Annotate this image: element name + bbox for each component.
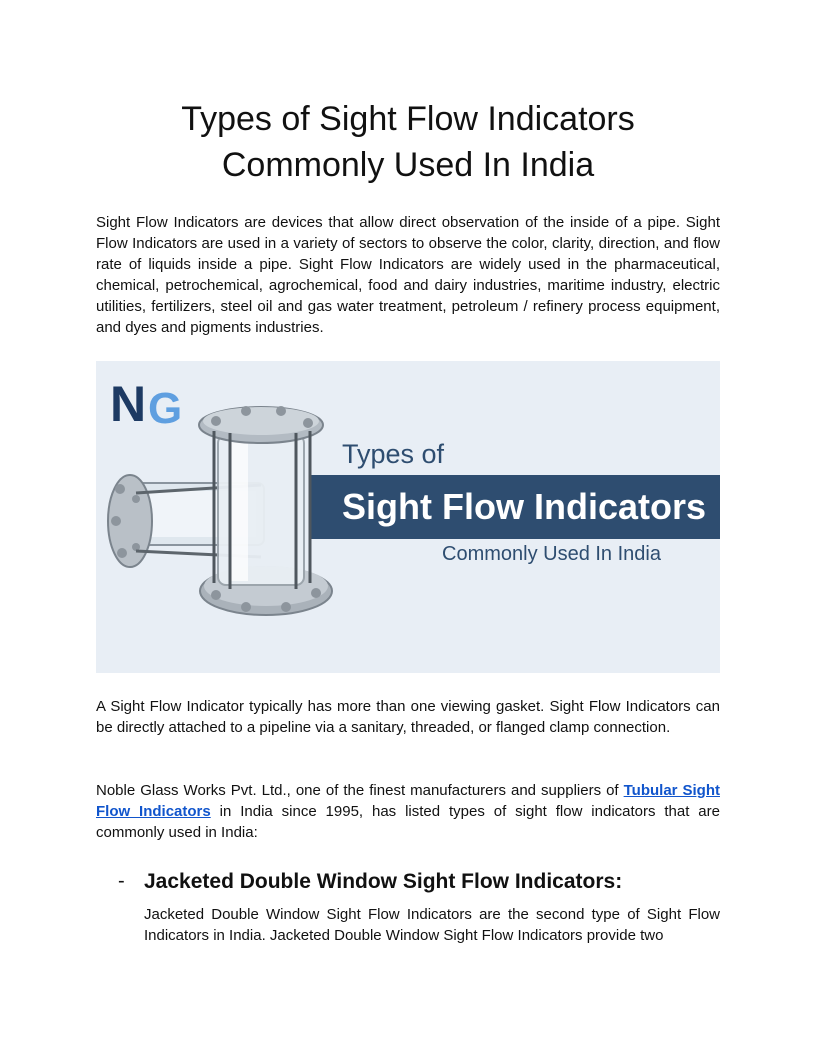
banner-line-3: Commonly Used In India <box>442 543 661 565</box>
banner-image <box>96 361 720 673</box>
banner-line-1: Types of <box>342 439 445 469</box>
logo-letter-g: G <box>148 384 183 433</box>
list-bullet: - <box>118 870 125 892</box>
tubular-sight-flow-indicators-link[interactable]: Tubular Sight Flow Indicators <box>96 782 720 820</box>
banner-line-2: Sight Flow Indicators <box>342 486 707 527</box>
manufacturer-text-after: in India since 1995, has listed types of sight flow indicators that are commonly used in India: <box>96 803 720 841</box>
section-heading: Jacketed Double Window Sight Flow Indicators: <box>144 870 623 893</box>
manufacturer-paragraph <box>96 780 720 843</box>
logo-letter-n: N <box>110 376 147 432</box>
manufacturer-text-before: Noble Glass Works Pvt. Ltd., one of the finest manufacturers and suppliers of <box>96 782 624 799</box>
title-line-2: Commonly Used In India <box>221 146 595 184</box>
intro-paragraph: Sight Flow Indicators are devices that allow direct observation of the inside of a pipe. Sight Flow Indicators are used in a variety of sectors to observe the color, clarity, direction, and flow rate of liquids inside a pipe. Sight Flow Indicators are widely used in the pharmaceutical, chemical, petrochemical, agrochemical, food and dairy industries, maritime industry, electric utilities, fertilizers, steel oil and gas water treatment, petroleum / refinery process equipment, and dyes and pigments industries. <box>96 214 720 336</box>
title-line-1: Types of Sight Flow Indicators <box>181 100 635 138</box>
page-title <box>0 96 816 188</box>
banner-graphic <box>96 361 720 673</box>
connection-paragraph: A Sight Flow Indicator typically has more than one viewing gasket. Sight Flow Indicators can be directly attached to a pipeline via a sanitary, threaded, or flanged clamp connection. <box>96 698 720 736</box>
section-body: Jacketed Double Window Sight Flow Indicators are the second type of Sight Flow Indicators in India. Jacketed Double Window Sight Flow Indicators provide two <box>144 906 720 944</box>
